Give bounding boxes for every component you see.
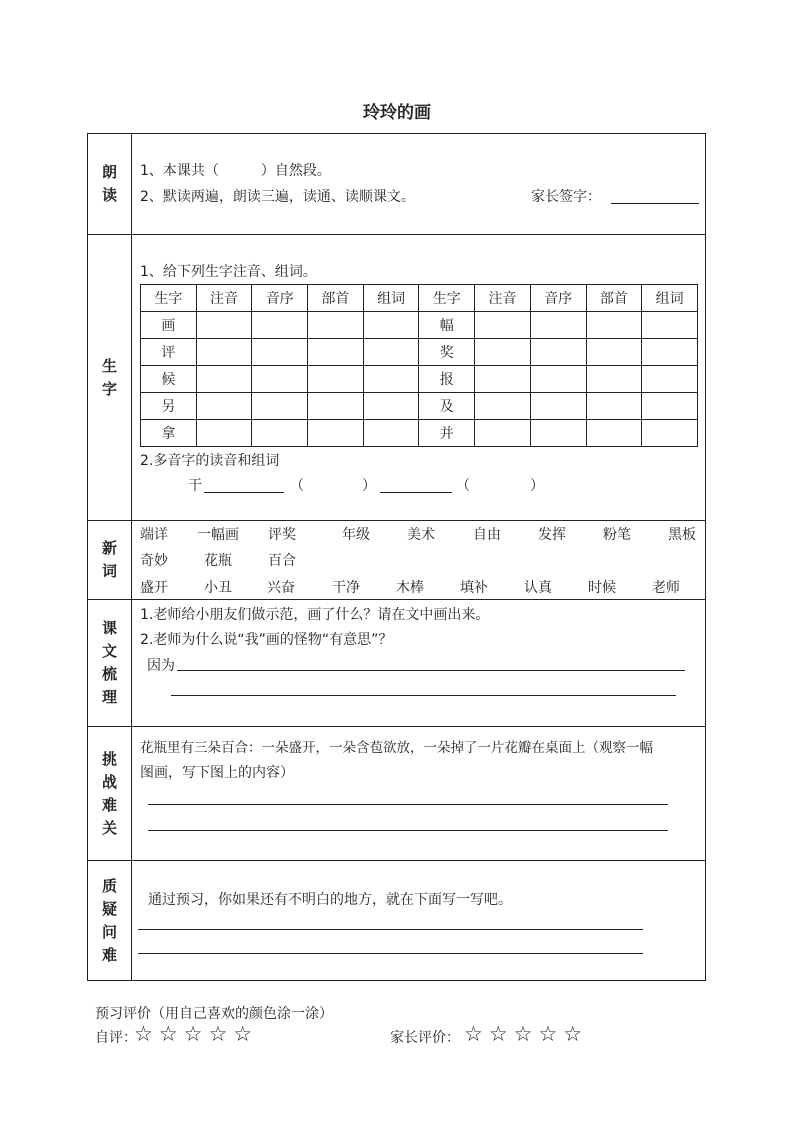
vocab-word: 美术 — [407, 527, 435, 543]
answer-cell[interactable] — [642, 339, 698, 366]
chars-table-header — [141, 285, 698, 312]
vocab-word: 兴奋 — [267, 580, 295, 596]
section-label-read: 朗 读 — [101, 163, 117, 204]
answer-cell[interactable] — [363, 312, 419, 339]
section-label-questions: 质 疑 问 难 — [101, 877, 117, 964]
answer-cell[interactable] — [475, 366, 531, 393]
parent-sign-label: 家长签字： — [531, 189, 601, 205]
answer-cell[interactable] — [642, 312, 698, 339]
row-divider — [87, 234, 706, 235]
parent-eval-star-icon[interactable]: ☆☆☆☆☆ — [464, 1022, 589, 1046]
vocab-word: 评奖 — [268, 527, 296, 543]
chars-table — [140, 284, 698, 447]
header-cell: 音序 — [530, 285, 586, 312]
answer-cell[interactable] — [530, 339, 586, 366]
answer-cell[interactable] — [530, 393, 586, 420]
char-cell: 并 — [419, 420, 475, 447]
vocab-word: 发挥 — [538, 527, 566, 543]
row-divider — [87, 726, 706, 727]
answer-cell[interactable] — [475, 312, 531, 339]
answer-cell[interactable] — [252, 366, 308, 393]
char-cell: 另 — [141, 393, 197, 420]
self-eval-star-icon[interactable]: ☆☆☆☆☆ — [134, 1022, 259, 1046]
questions-prompt: 通过预习，你如果还有不明白的地方，就在下面写一写吧。 — [148, 892, 512, 908]
paren-right: ） — [530, 478, 544, 494]
answer-cell[interactable] — [530, 420, 586, 447]
header-cell: 部首 — [586, 285, 642, 312]
paren-right: ） — [362, 478, 376, 494]
answer-cell[interactable] — [308, 339, 364, 366]
answer-cell[interactable] — [252, 312, 308, 339]
answer-cell[interactable] — [308, 420, 364, 447]
char-cell: 候 — [141, 366, 197, 393]
header-cell: 注音 — [475, 285, 531, 312]
answer-cell[interactable] — [642, 393, 698, 420]
answer-cell[interactable] — [308, 312, 364, 339]
header-cell: 部首 — [308, 285, 364, 312]
answer-cell[interactable] — [530, 366, 586, 393]
char-cell: 画 — [141, 312, 197, 339]
page-title: 玲玲的画 — [363, 103, 431, 123]
answer-cell[interactable] — [530, 312, 586, 339]
outline-question-2: 2.老师为什么说“我”画的怪物“有意思”？ — [140, 632, 393, 648]
answer-cell[interactable] — [196, 312, 252, 339]
answer-line[interactable] — [148, 804, 668, 805]
vocab-word: 盛开 — [140, 580, 168, 596]
char-cell: 报 — [419, 366, 475, 393]
header-cell: 注音 — [196, 285, 252, 312]
read-line-2: 2、默读两遍，朗读三遍，读通、读顺课文。 — [140, 189, 415, 205]
char-cell: 幅 — [419, 312, 475, 339]
because-label: 因为 — [147, 658, 175, 674]
answer-cell[interactable] — [586, 420, 642, 447]
polyphone-char: 干 — [188, 478, 202, 494]
char-cell: 及 — [419, 393, 475, 420]
vocab-word: 百合 — [268, 553, 296, 569]
char-cell: 奖 — [419, 339, 475, 366]
parent-sign-line[interactable] — [611, 203, 699, 204]
answer-cell[interactable] — [475, 339, 531, 366]
header-cell: 音序 — [252, 285, 308, 312]
answer-cell[interactable] — [363, 420, 419, 447]
answer-cell[interactable] — [586, 366, 642, 393]
table-row — [141, 393, 698, 420]
char-cell: 拿 — [141, 420, 197, 447]
outline-question-1: 1.老师给小朋友们做示范，画了什么？请在文中画出来。 — [140, 607, 490, 623]
challenge-text-2: 图画，写下图上的内容） — [140, 765, 294, 781]
answer-cell[interactable] — [252, 339, 308, 366]
paren-left: （ — [290, 478, 304, 494]
answer-cell[interactable] — [475, 420, 531, 447]
vocab-word: 粉笔 — [603, 527, 631, 543]
polyphone-title: 2.多音字的读音和组词 — [140, 453, 280, 469]
answer-cell[interactable] — [196, 366, 252, 393]
table-row — [141, 312, 698, 339]
vocab-word: 自由 — [473, 527, 501, 543]
answer-line[interactable] — [148, 830, 668, 831]
parent-eval-label: 家长评价： — [390, 1030, 460, 1046]
vocab-word: 小丑 — [204, 580, 232, 596]
answer-cell[interactable] — [642, 420, 698, 447]
answer-line[interactable] — [177, 670, 685, 671]
answer-cell[interactable] — [308, 366, 364, 393]
char-cell: 评 — [141, 339, 197, 366]
row-divider — [87, 860, 706, 861]
vocab-word: 木棒 — [396, 580, 424, 596]
header-cell: 组词 — [642, 285, 698, 312]
header-cell: 生字 — [141, 285, 197, 312]
section-label-words: 新 词 — [101, 539, 117, 580]
header-cell: 生字 — [419, 285, 475, 312]
pinyin-blank[interactable] — [204, 492, 284, 493]
section-label-chars: 生 字 — [101, 356, 117, 398]
section-label-challenge: 挑 战 难 关 — [101, 749, 117, 837]
answer-cell[interactable] — [252, 420, 308, 447]
vocab-word: 认真 — [524, 580, 552, 596]
table-row — [141, 339, 698, 366]
answer-cell[interactable] — [586, 393, 642, 420]
vocab-word: 花瓶 — [204, 553, 232, 569]
table-row — [141, 366, 698, 393]
read-line-1: 1、本课共（ ）自然段。 — [140, 163, 331, 179]
answer-cell[interactable] — [196, 420, 252, 447]
answer-cell[interactable] — [252, 393, 308, 420]
answer-cell[interactable] — [586, 339, 642, 366]
vocab-word: 干净 — [332, 580, 360, 596]
answer-cell[interactable] — [586, 312, 642, 339]
answer-cell[interactable] — [475, 393, 531, 420]
paren-left: （ — [456, 478, 470, 494]
vocab-word: 填补 — [460, 580, 488, 596]
answer-cell[interactable] — [363, 393, 419, 420]
answer-cell[interactable] — [363, 366, 419, 393]
label-column-divider — [131, 133, 132, 981]
header-cell: 组词 — [363, 285, 419, 312]
challenge-text-1: 花瓶里有三朵百合：一朵盛开，一朵含苞欲放，一朵掉了一片花瓣在桌面上（观察一幅 — [140, 740, 653, 756]
answer-cell[interactable] — [642, 366, 698, 393]
answer-cell[interactable] — [363, 339, 419, 366]
vocab-word: 黑板 — [668, 527, 696, 543]
answer-cell[interactable] — [196, 339, 252, 366]
pinyin-blank[interactable] — [380, 492, 452, 493]
section-label-outline: 课 文 梳 理 — [101, 619, 117, 706]
answer-cell[interactable] — [308, 393, 364, 420]
row-divider — [87, 520, 706, 521]
answer-line[interactable] — [138, 953, 643, 954]
evaluation-title: 预习评价（用自己喜欢的颜色涂一涂） — [95, 1006, 333, 1022]
vocab-word: 老师 — [652, 580, 680, 596]
row-divider — [87, 599, 706, 600]
vocab-word: 端详 — [140, 527, 168, 543]
answer-line[interactable] — [171, 695, 676, 696]
chars-instruction: 1、给下列生字注音、组词。 — [140, 264, 317, 280]
answer-cell[interactable] — [196, 393, 252, 420]
vocab-word: 年级 — [342, 527, 370, 543]
vocab-word: 时候 — [588, 580, 616, 596]
table-row — [141, 420, 698, 447]
vocab-word: 一幅画 — [197, 527, 239, 543]
answer-line[interactable] — [138, 929, 643, 930]
vocab-word: 奇妙 — [140, 553, 168, 569]
self-eval-label: 自评： — [95, 1030, 137, 1046]
